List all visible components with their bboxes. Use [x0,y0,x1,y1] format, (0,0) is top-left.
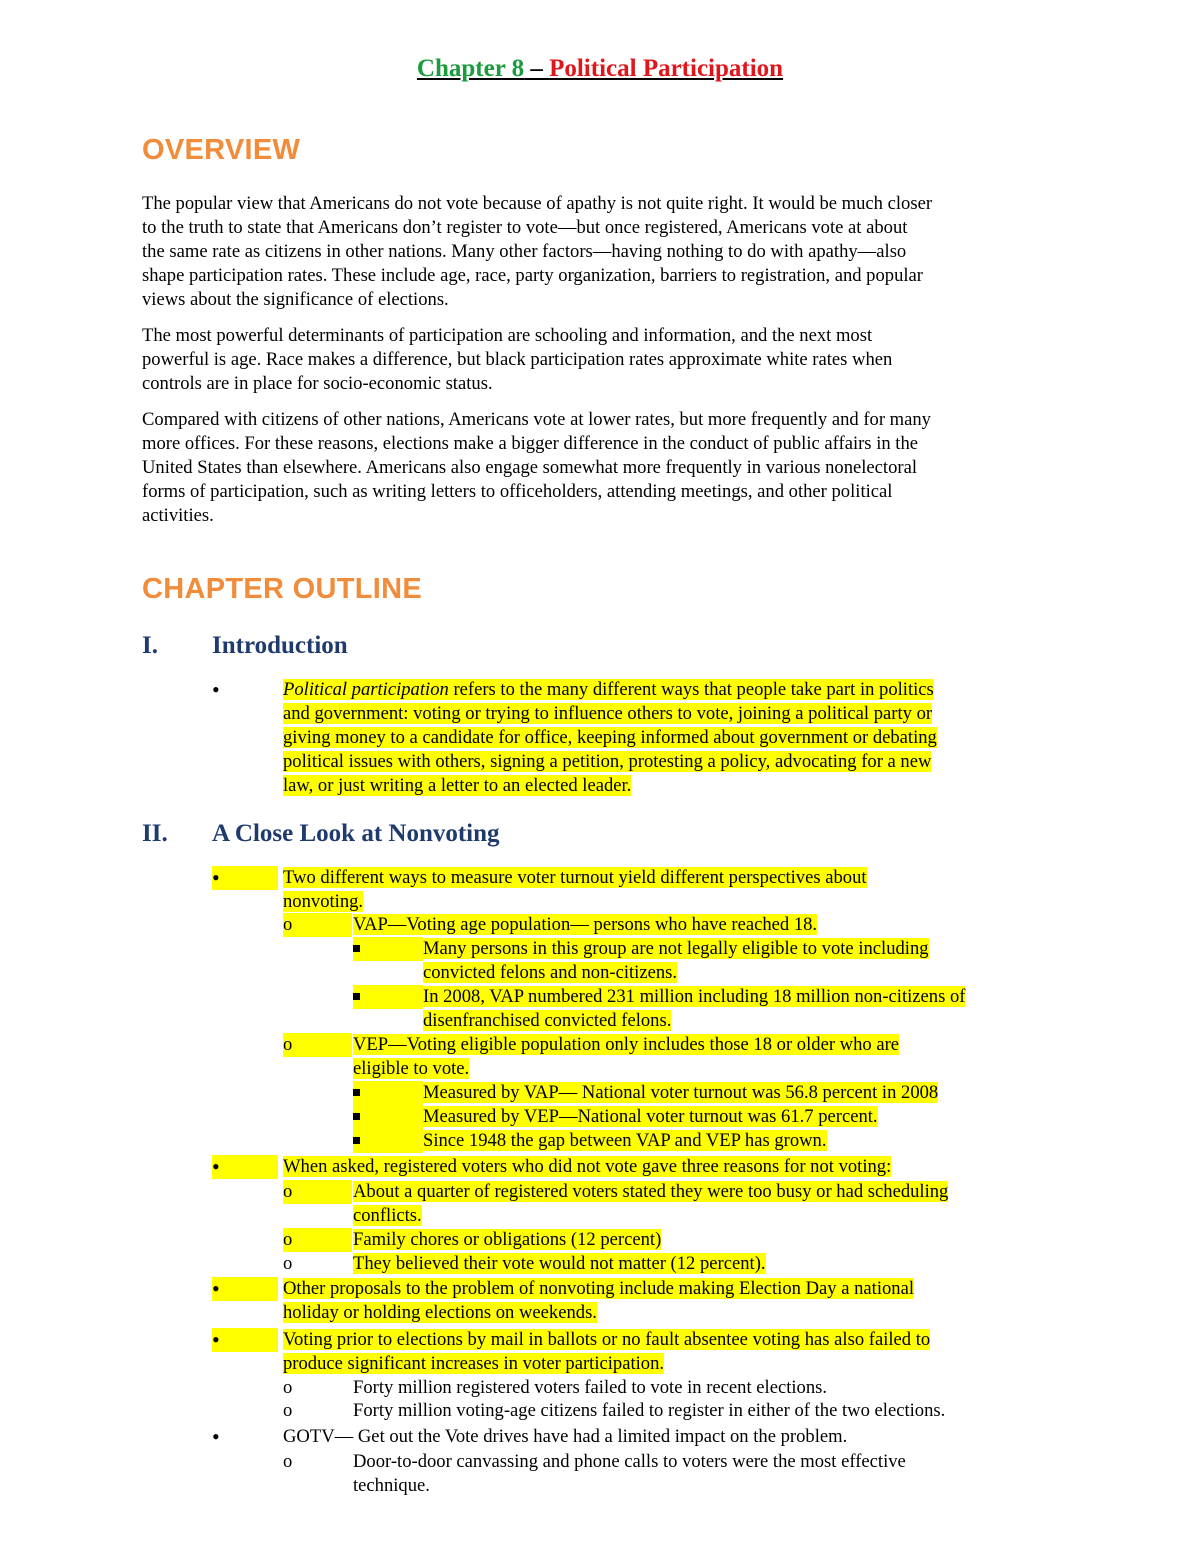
text-fragment: Measured by VEP—National voter turnout was 61.7 percent. [423,1106,878,1127]
circle-marker: o [283,1377,293,1398]
text-line: The popular view that Americans do not vote because of apathy is not quite right. It would be much closer [142,193,933,214]
circle-marker: o [283,1228,352,1252]
bullet-marker: • [212,1424,220,1449]
chapter-subject: Political Participation [549,55,784,82]
square-marker [353,937,423,961]
outline-line [423,1129,827,1153]
outline-line [423,1081,938,1105]
bullet-marker: • [212,1328,278,1352]
term-political-participation: Political participation [283,679,449,700]
bullet-marker: • [212,1155,278,1179]
square-marker [353,985,423,1009]
outline-line [283,750,931,774]
section-number: II. [142,820,168,847]
text-fragment: refers to the many different ways that people take part in politics [448,679,934,700]
circle-marker: o [283,1033,352,1057]
text-line: views about the significance of elections. [142,289,449,310]
text-fragment: When asked, registered voters who did not vote gave three reasons for not voting: [283,1156,892,1177]
outline-line [353,913,817,937]
text-fragment: Since 1948 the gap between VAP and VEP has grown. [423,1130,827,1151]
outline-line [283,702,932,726]
circle-marker: o [283,1253,293,1274]
text-line: activities. [142,505,214,526]
outline-line [283,1155,891,1179]
text-fragment: Voting prior to elections by mail in ballots or no fault absentee voting has also failed to [283,1329,931,1350]
bullet-marker: • [212,677,220,702]
title-dash: – [524,55,550,82]
text-line: The most powerful determinants of participation are schooling and information, and the next most [142,325,873,346]
outline-line [283,726,937,750]
text-fragment: Family chores or obligations (12 percent) [353,1229,662,1250]
text-fragment: They believed their vote would not matter (12 percent). [353,1253,766,1274]
text-fragment: produce significant increases in voter participation. [283,1353,665,1374]
outline-line [423,1105,878,1129]
square-marker [353,1129,423,1153]
text-line: shape participation rates. These include age, race, party organization, barriers to registration, and popular [142,265,923,286]
section-title: A Close Look at Nonvoting [212,820,500,847]
text-line: the same rate as citizens in other nations. Many other factors—having nothing to do with apathy—also [142,241,907,262]
text-fragment: Measured by VAP— National voter turnout was 56.8 percent in 2008 [423,1082,939,1103]
text-fragment: VEP—Voting eligible population only includes those 18 or older who are [353,1034,900,1055]
section-number: I. [142,632,158,659]
overview-paragraph-3 [142,408,1067,528]
outline-line [283,774,631,798]
outline-line [283,866,867,890]
overview-paragraph-1 [142,192,1067,312]
outline-line [423,1009,671,1033]
bullet-marker: • [212,1277,278,1301]
text-fragment: nonvoting. [283,891,364,912]
outline-line [283,1301,597,1325]
chapter-outline-heading: CHAPTER OUTLINE [142,573,422,605]
text-line: forms of participation, such as writing letters to officeholders, attending meetings, and other political [142,481,893,502]
text-line: powerful is age. Race makes a difference, but black participation rates approximate white rates when [142,349,893,370]
outline-line: GOTV— Get out the Vote drives have had a limited impact on the problem. [283,1426,848,1447]
bullet-marker: • [212,866,278,890]
outline-line: technique. [353,1475,430,1496]
overview-heading: OVERVIEW [142,134,301,166]
circle-marker: o [283,1180,352,1204]
circle-marker: o [283,913,352,937]
outline-line [283,1277,914,1301]
text-line: United States than elsewhere. Americans also engage somewhat more frequently in various nonelectoral [142,457,917,478]
outline-line: Forty million registered voters failed to vote in recent elections. [353,1377,828,1398]
outline-line [423,961,677,985]
text-fragment: eligible to vote. [353,1058,470,1079]
text-line: more offices. For these reasons, elections make a bigger difference in the conduct of public affairs in the [142,433,919,454]
text-fragment: conflicts. [353,1205,422,1226]
outline-line: Door-to-door canvassing and phone calls to voters were the most effective [353,1451,906,1472]
text-fragment: Many persons in this group are not legally eligible to vote including [423,938,929,959]
circle-marker: o [283,1400,293,1421]
outline-line [353,1057,469,1081]
chapter-title [0,55,1200,83]
text-fragment: convicted felons and non-citizens. [423,962,678,983]
text-line: to the truth to state that Americans don’t register to vote—but once registered, Americans vote at about [142,217,908,238]
text-line: Compared with citizens of other nations, Americans vote at lower rates, but more frequently and for many [142,409,931,430]
outline-line [353,1204,422,1228]
square-marker [353,1081,423,1105]
outline-line [423,985,965,1009]
text-fragment: Other proposals to the problem of nonvoting include making Election Day a national [283,1278,915,1299]
circle-marker: o [283,1451,293,1472]
text-fragment: holiday or holding elections on weekends. [283,1302,597,1323]
section-title: Introduction [212,632,348,659]
outline-line: Forty million voting-age citizens failed to register in either of the two elections. [353,1400,946,1421]
text-fragment: law, or just writing a letter to an elected leader. [283,775,632,796]
text-fragment: and government: voting or trying to influence others to vote, joining a political party or [283,703,933,724]
outline-line [283,1352,664,1376]
outline-line [423,937,929,961]
outline-line [353,1033,899,1057]
outline-line [353,1180,948,1204]
outline-line [283,678,934,702]
text-line: controls are in place for socio-economic status. [142,373,493,394]
outline-line [283,1328,930,1352]
outline-line [353,1228,661,1252]
text-fragment: About a quarter of registered voters stated they were too busy or had scheduling [353,1181,949,1202]
text-fragment: political issues with others, signing a petition, protesting a policy, advocating for a new [283,751,932,772]
square-marker [353,1105,423,1129]
text-fragment: disenfranchised convicted felons. [423,1010,672,1031]
overview-paragraph-2 [142,324,1067,396]
text-fragment: In 2008, VAP numbered 231 million including 18 million non-citizens of [423,986,966,1007]
outline-line [353,1252,766,1276]
chapter-number: Chapter 8 [416,55,525,82]
text-fragment: VAP—Voting age population— persons who have reached 18. [353,914,818,935]
outline-line [283,890,363,914]
text-fragment: Two different ways to measure voter turnout yield different perspectives about [283,867,867,888]
text-fragment: giving money to a candidate for office, keeping informed about government or debating [283,727,937,748]
